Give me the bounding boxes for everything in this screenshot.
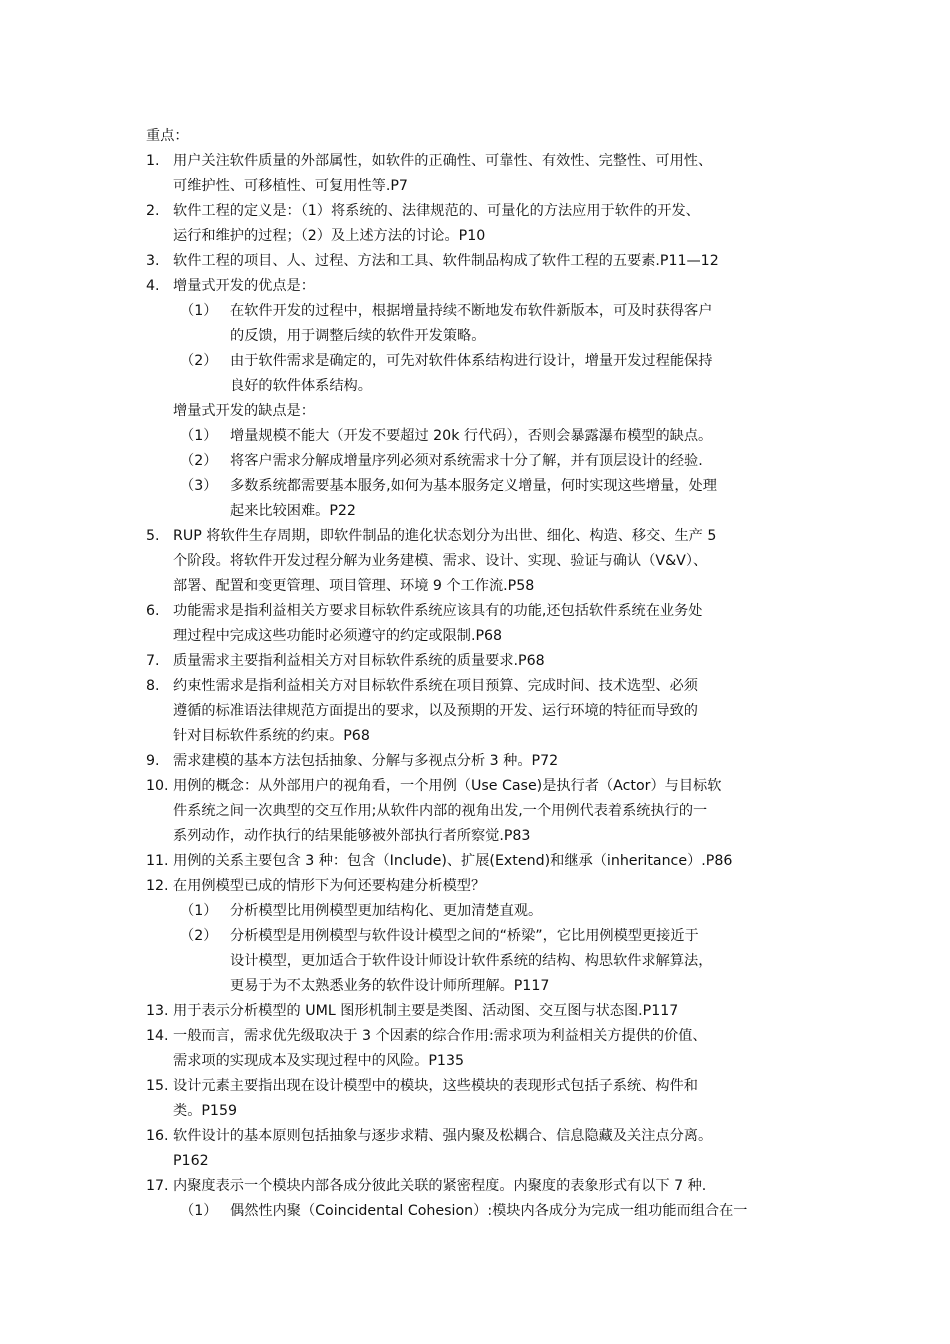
sub-item-text: 增量规模不能大（开发不要超过 20k 行代码），否则会暴露瀑布模型的缺点。: [230, 428, 713, 444]
item-number: 16.: [146, 1128, 169, 1144]
sub-section-title: 增量式开发的缺点是：: [173, 403, 315, 419]
item-number: 7.: [146, 653, 160, 669]
item-text: 用例的关系主要包含 3 种：包含（Include)、扩展(Extend)和继承（inheritance）.P86: [173, 853, 733, 869]
item-number: 14.: [146, 1028, 169, 1044]
item-text: 类。P159: [173, 1103, 238, 1119]
item-text: 个阶段。将软件开发过程分解为业务建模、需求、设计、实现、验证与确认（V&V）、: [173, 553, 708, 569]
item-text: 需求项的实现成本及实现过程中的风险。P135: [173, 1053, 465, 1069]
sub-item-text: 分析模型比用例模型更加结构化、更加清楚直观。: [230, 903, 543, 919]
sub-item-text: 良好的软件体系结构。: [230, 378, 372, 394]
item-number: 4.: [146, 278, 160, 294]
heading: 重点：: [146, 128, 189, 144]
item-text: 遵循的标准语法律规范方面提出的要求，以及预期的开发、运行环境的特征而导致的: [173, 703, 698, 719]
item-text: 针对目标软件系统的约束。P68: [173, 728, 370, 744]
sub-item-text: 分析模型是用例模型与软件设计模型之间的“桥梁”，它比用例模型更接近于: [230, 928, 699, 944]
sub-item-text: 设计模型，更加适合于软件设计师设计软件系统的结构、构思软件求解算法，: [230, 953, 713, 969]
item-text: 用例的概念：从外部用户的视角看，一个用例（Use Case)是执行者（Actor）与目标软: [173, 778, 722, 794]
item-text: 软件工程的项目、人、过程、方法和工具、软件制品构成了软件工程的五要素.P11—12: [173, 253, 719, 269]
item-text: 部署、配置和变更管理、项目管理、环境 9 个工作流.P58: [173, 578, 535, 594]
item-text: 设计元素主要指出现在设计模型中的模块，这些模块的表现形式包括子系统、构件和: [173, 1078, 698, 1094]
item-text: 软件设计的基本原则包括抽象与逐步求精、强内聚及松耦合、信息隐藏及关注点分离。: [173, 1128, 713, 1144]
sub-item-text: 在软件开发的过程中，根据增量持续不断地发布软件新版本，可及时获得客户: [230, 303, 713, 319]
sub-item-number: （3）: [180, 478, 218, 494]
item-text: 功能需求是指利益相关方要求目标软件系统应该具有的功能,还包括软件系统在业务处: [173, 603, 703, 619]
sub-item-text: 多数系统都需要基本服务,如何为基本服务定义增量，何时实现这些增量，处理: [230, 478, 717, 494]
item-text: RUP 将软件生存周期，即软件制品的進化状态划分为出世、细化、构造、移交、生产 5: [173, 528, 717, 544]
item-number: 9.: [146, 753, 160, 769]
item-text: 理过程中完成这些功能时必须遵守的约定或限制.P68: [173, 628, 503, 644]
item-number: 15.: [146, 1078, 169, 1094]
sub-item-text: 由于软件需求是确定的，可先对软件体系结构进行设计，增量开发过程能保持: [230, 353, 713, 369]
item-number: 5.: [146, 528, 160, 544]
sub-item-number: （2）: [180, 928, 218, 944]
item-text: 质量需求主要指利益相关方对目标软件系统的质量要求.P68: [173, 653, 545, 669]
item-text: 可维护性、可移植性、可复用性等.P7: [173, 178, 408, 194]
item-number: 8.: [146, 678, 160, 694]
item-text: 系列动作，动作执行的结果能够被外部执行者所察觉.P83: [173, 828, 531, 844]
item-text: 需求建模的基本方法包括抽象、分解与多视点分析 3 种。P72: [173, 753, 559, 769]
item-text: 运行和维护的过程；（2）及上述方法的讨论。P10: [173, 228, 486, 244]
sub-item-number: （2）: [180, 453, 218, 469]
item-text: 约束性需求是指利益相关方对目标软件系统在项目预算、完成时间、技术选型、必须: [173, 678, 698, 694]
item-number: 12.: [146, 878, 169, 894]
sub-item-number: （2）: [180, 353, 218, 369]
item-number: 3.: [146, 253, 160, 269]
sub-item-text: 的反馈，用于调整后续的软件开发策略。: [230, 328, 486, 344]
sub-item-number: （1）: [180, 303, 218, 319]
item-text: 软件工程的定义是：（1）将系统的、法律规范的、可量化的方法应用于软件的开发、: [173, 203, 700, 219]
item-number: 1.: [146, 153, 160, 169]
item-text: 用于表示分析模型的 UML 图形机制主要是类图、活动图、交互图与状态图.P117: [173, 1003, 679, 1019]
item-number: 11.: [146, 853, 169, 869]
sub-item-number: （1）: [180, 1203, 218, 1219]
item-number: 6.: [146, 603, 160, 619]
sub-item-text: 起来比较困难。P22: [230, 503, 356, 519]
item-text: 增量式开发的优点是：: [173, 278, 315, 294]
item-text: 件系统之间一次典型的交互作用;从软件内部的视角出发,一个用例代表着系统执行的一: [173, 803, 708, 819]
sub-item-text: 将客户需求分解成增量序列必须对系统需求十分了解，并有顶层设计的经验.: [230, 453, 703, 469]
item-number: 2.: [146, 203, 160, 219]
item-text: 在用例模型已成的情形下为何还要构建分析模型？: [173, 878, 486, 894]
item-text: 一般而言，需求优先级取决于 3 个因素的综合作用:需求项为利益相关方提供的价值、: [173, 1028, 707, 1044]
sub-item-number: （1）: [180, 428, 218, 444]
sub-item-text: 更易于为不太熟悉业务的软件设计师所理解。P117: [230, 978, 550, 994]
item-text: P162: [173, 1153, 209, 1169]
sub-item-text: 偶然性内聚（Coincidental Cohesion）:模块内各成分为完成一组功能而组合在一: [230, 1203, 748, 1219]
item-number: 10.: [146, 778, 169, 794]
sub-item-number: （1）: [180, 903, 218, 919]
item-number: 13.: [146, 1003, 169, 1019]
item-number: 17.: [146, 1178, 169, 1194]
item-text: 用户关注软件质量的外部属性，如软件的正确性、可靠性、有效性、完整性、可用性、: [173, 153, 713, 169]
item-text: 内聚度表示一个模块内部各成分彼此关联的紧密程度。内聚度的表象形式有以下 7 种.: [173, 1178, 707, 1194]
